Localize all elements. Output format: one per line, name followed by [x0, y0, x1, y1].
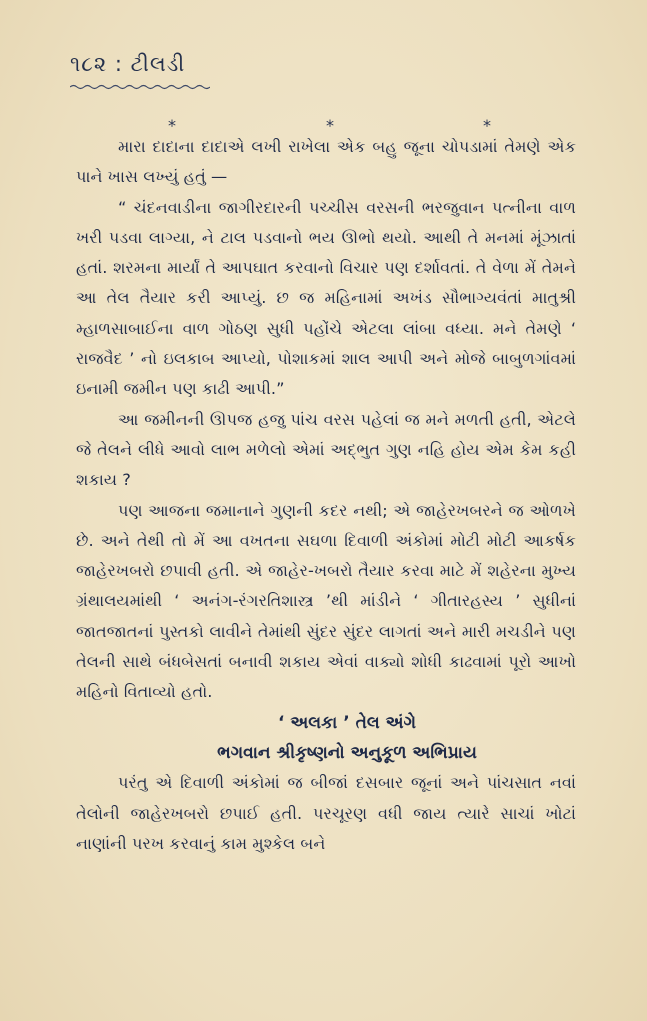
page-header: ૧૮૨ : ટીલડી [70, 52, 186, 76]
paragraph: મારા દાદાના દાદાએ લખી રાખેલા એક બહુ જૂના ચોપડામાં તેમણે એક પાને ખાસ લખ્યું હતું — [76, 137, 576, 187]
paragraph: પરંતુ એ દિવાળી અંકોમાં જ બીજાં દસબાર જૂનાં અને પાંચસાત નવાં તેલોની જાહેરખબરો છપાઈ હતી. પરચૂરણ વધી જાય ત્યારે સાચાં ખોટાં નાણાંની પરખ કરવાનું કામ મુશ્કેલ બને [76, 773, 576, 853]
section-heading: ‘ અલકા ’ તેલ અંગે [277, 712, 416, 733]
paragraph: આ જમીનની ઊપજ હજુ પાંચ વરસ પહેલાં જ મને મળતી હતી, એટલે જે તેલને લીધે આવો લાભ મળેલો એમાં અદ્ભુત ગુણ નહિ હોય એમ કેમ કહી શકાય ? [76, 409, 576, 490]
separator-star: * [168, 116, 176, 135]
section-subheading: ભગવાન શ્રીકૃષ્ણનો અનુકૂળ અભિપ્રાય [217, 742, 477, 763]
separator-star: * [483, 116, 491, 135]
separator-star: * [326, 116, 334, 135]
paragraph: પણ આજના જમાનાને ગુણની કદર નથી; એ જાહેરખબરને જ ઓળખે છે. અને તેથી તો મેં આ વખતના સઘળા દિવાળી અંકોમાં મોટી મોટી આકર્ષક જાહેરખબરો છપાવી હતી. એ જાહેર-ખબરો તૈયાર કરવા માટે મેં શહેરના મુખ્ય ગ્રંથાલયમાંથી ‘ અનંગ-રંગરતિશાસ્ત્ર ’થી માંડીને ‘ ગીતારહસ્ય ’ સુધીનાં જાતજાતનાં પુસ્તકો લાવીને તેમાંથી સુંદર સુંદર લાગતાં અને મારી મચડીને પણ તેલની સાથે બંધબેસતાં બનાવી શકાય એવાં વાક્યો શોધી કાઢવામાં પૂરો આખો મહિનો વિતાવ્યો હતો. [76, 500, 576, 702]
quoted-paragraph: “ ચંદનવાડીના જાગીરદારની પચ્ચીસ વરસની ભરજુવાન પત્નીના વાળ ખરી પડવા લાગ્યા, ને ટાલ પડવાનો ભય ઊભો થયો. આથી તે મનમાં મૂંઝાતાં હતાં. શરમના માર્યાં તે આપઘાત કરવાનો વિચાર પણ દર્શાવતાં. તે વેળા મેં તેમને આ તેલ તૈયાર કરી આપ્યું. છ જ મહિનામાં અખંડ સૌભાગ્યવંતાં માતુશ્રી મ્હાળસાબાઈના વાળ ગોઠણ સુધી પહોંચે એટલા લાંબા વધ્યા. મને તેમણે ‘ રાજવૈદ ’ નો ઇલકાબ આપ્યો, પોશાકમાં શાલ આપી અને મોજે બાબુળગાંવમાં ઇનામી જમીન પણ કાઢી આપી.” [76, 197, 576, 399]
body-text [76, 132, 576, 859]
header-underline-flourish [70, 84, 210, 90]
